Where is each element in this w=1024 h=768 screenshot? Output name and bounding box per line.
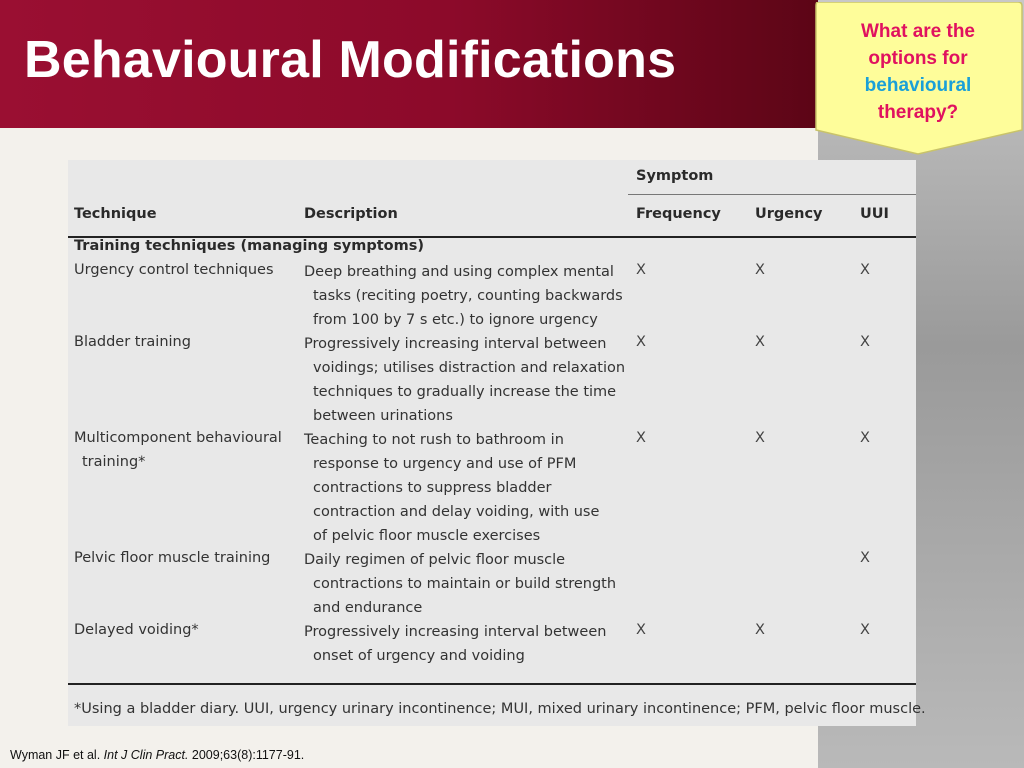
row-description: voidings; utilises distraction and relaxation xyxy=(313,360,626,376)
callout-line-1: What are the xyxy=(860,21,976,42)
citation-details: 2009;63(8):1177-91. xyxy=(188,748,305,762)
urgency-mark: X xyxy=(755,622,765,638)
row-technique: Urgency control techniques xyxy=(74,262,274,278)
urgency-mark: X xyxy=(755,334,765,350)
row-description: contraction and delay voiding, with use xyxy=(313,504,600,520)
row-description: Progressively increasing interval between xyxy=(304,336,607,352)
symptom-header-rule xyxy=(628,194,916,195)
citation xyxy=(10,748,304,762)
table-footnote: *Using a bladder diary. UUI, urgency urinary incontinence; MUI, mixed urinary incontinence; PFM, pelvic floor muscle. xyxy=(74,701,926,717)
callout-line-2: options for xyxy=(868,48,968,69)
behavioural-techniques-table xyxy=(68,160,926,726)
callout-text xyxy=(832,18,1004,126)
title-bar xyxy=(0,0,818,128)
row-description: between urinations xyxy=(313,408,453,424)
frequency-mark: X xyxy=(636,262,646,278)
row-technique: training* xyxy=(82,454,146,470)
row-description: techniques to gradually increase the time xyxy=(313,384,617,400)
row-technique: Multicomponent behavioural xyxy=(74,430,282,446)
row-technique: Bladder training xyxy=(74,334,191,350)
row-description: response to urgency and use of PFM xyxy=(313,456,577,472)
symptom-group-header: Symptom xyxy=(636,168,714,184)
frequency-mark: X xyxy=(636,622,646,638)
frequency-mark: X xyxy=(636,334,646,350)
row-description: contractions to suppress bladder xyxy=(313,480,552,496)
header-technique: Technique xyxy=(74,206,157,222)
uui-mark: X xyxy=(860,622,870,638)
header-uui: UUI xyxy=(860,206,889,222)
row-description: Progressively increasing interval between xyxy=(304,624,607,640)
callout-line-3: behavioural xyxy=(864,75,972,96)
header-frequency: Frequency xyxy=(636,206,721,222)
callout-line-4: therapy? xyxy=(877,102,959,123)
header-urgency: Urgency xyxy=(755,206,823,222)
slide-title: Behavioural Modifications xyxy=(24,31,677,89)
row-description: Teaching to not rush to bathroom in xyxy=(304,432,564,448)
urgency-mark: X xyxy=(755,430,765,446)
footer-rule xyxy=(68,683,916,685)
row-description: from 100 by 7 s etc.) to ignore urgency xyxy=(313,312,598,328)
uui-mark: X xyxy=(860,550,870,566)
header-description: Description xyxy=(304,206,398,222)
section-title: Training techniques (managing symptoms) xyxy=(74,238,424,254)
row-description: of pelvic floor muscle exercises xyxy=(313,528,541,544)
row-description: Deep breathing and using complex mental xyxy=(304,264,614,280)
row-description: and endurance xyxy=(313,600,423,616)
callout-bubble xyxy=(812,2,1024,156)
uui-mark: X xyxy=(860,430,870,446)
row-description: tasks (reciting poetry, counting backwards xyxy=(313,288,623,304)
row-technique: Delayed voiding* xyxy=(74,622,199,638)
uui-mark: X xyxy=(860,334,870,350)
frequency-mark: X xyxy=(636,430,646,446)
uui-mark: X xyxy=(860,262,870,278)
citation-authors: Wyman JF et al. xyxy=(10,748,104,762)
row-description: Daily regimen of pelvic floor muscle xyxy=(304,552,566,568)
row-description: contractions to maintain or build strength xyxy=(313,576,617,592)
urgency-mark: X xyxy=(755,262,765,278)
row-description: onset of urgency and voiding xyxy=(313,648,525,664)
row-technique: Pelvic floor muscle training xyxy=(74,550,271,566)
citation-journal: Int J Clin Pract. xyxy=(103,748,189,762)
